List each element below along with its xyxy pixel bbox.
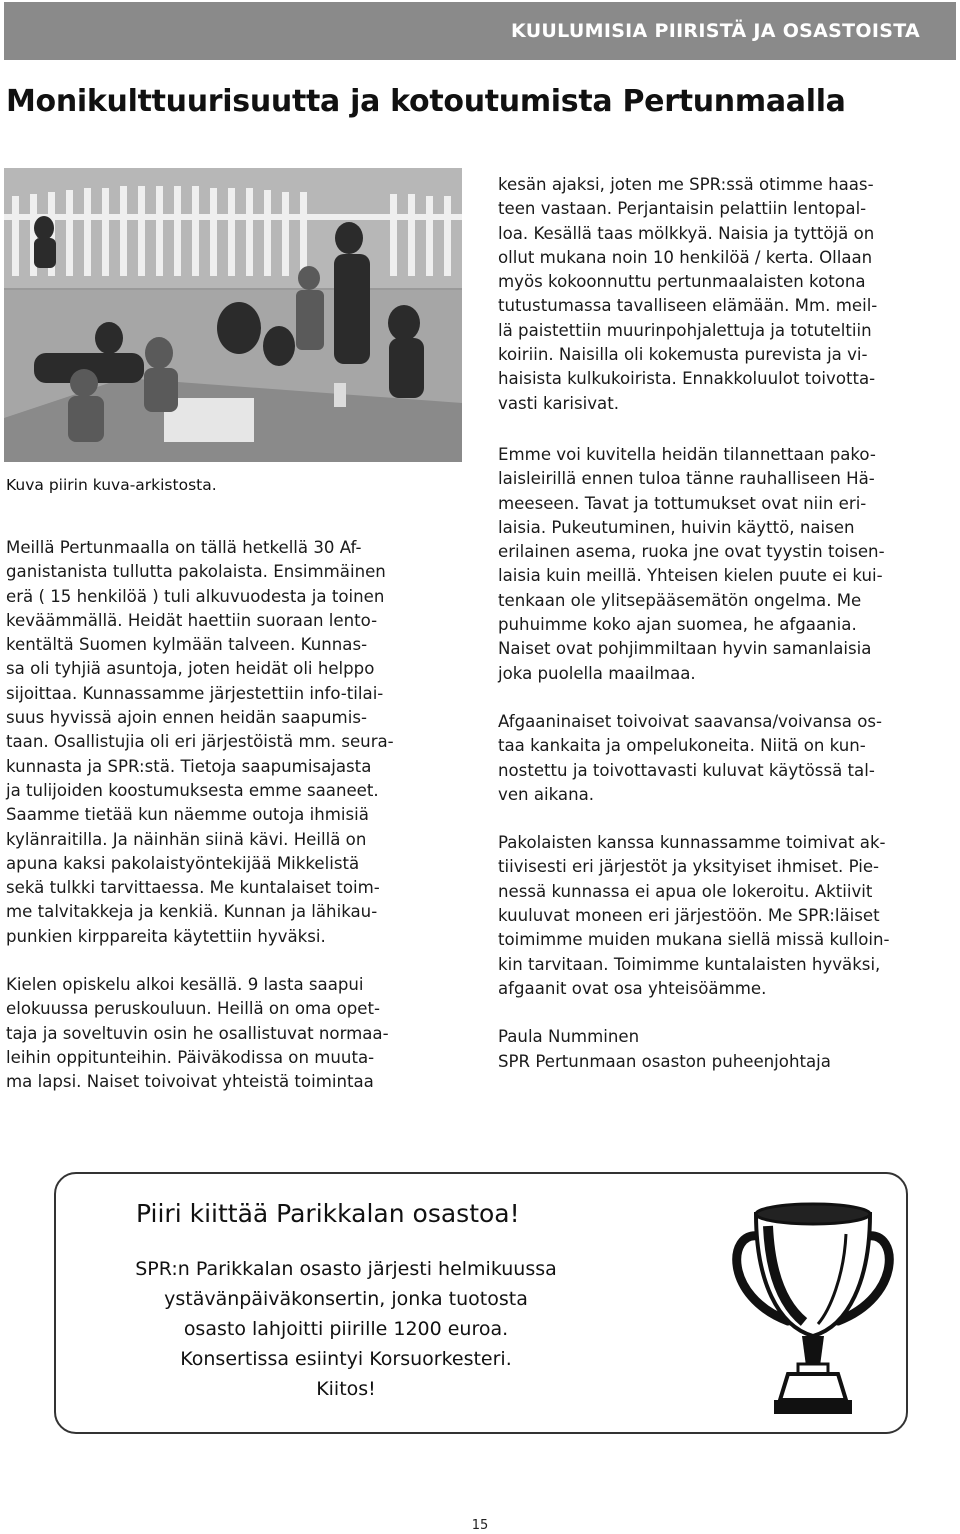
article-title: Monikulttuurisuutta ja kotoutumista Pertunmaalla bbox=[6, 84, 846, 119]
author-role: SPR Pertunmaan osaston puheenjohtaja bbox=[498, 1051, 831, 1071]
trophy-illustration bbox=[718, 1186, 908, 1422]
notice-line: ystävänpäiväkonsertin, jonka tuotosta bbox=[164, 1288, 528, 1310]
notice-line: osasto lahjoitti piirille 1200 euroa. bbox=[183, 1318, 509, 1340]
notice-thanks: Kiitos! bbox=[316, 1378, 376, 1400]
left-column bbox=[6, 536, 456, 1095]
notice-body bbox=[86, 1254, 606, 1404]
author-name: Paula Numminen bbox=[498, 1027, 640, 1047]
notice-title: Piiri kiittää Parikkalan osastoa! bbox=[136, 1199, 520, 1228]
right-column-continuation bbox=[498, 173, 950, 416]
page-number: 15 bbox=[471, 1518, 489, 1533]
right-paragraph-2: Afgaaninaiset toivoivat saavansa/voivansa os- taa kankaita ja ompelukoneita. Niitä on kun- nostettu ja toivottavasti kuluvat käytössä tal- ven aikana. bbox=[498, 711, 883, 804]
left-paragraph-2: Kielen opiskelu alkoi kesällä. 9 lasta saapui elokuussa peruskouluun. Heillä on oma opet- taja ja soveltuvin osin he osallistuvat normaa- leihin oppitunteihin. Päiväkodissa on muuta- ma lapsi. Naiset toivoivat yhteistä toimintaa bbox=[6, 975, 389, 1092]
notice-line: Konsertissa esiintyi Korsuorkesteri. bbox=[180, 1348, 512, 1370]
left-paragraph-1: Meillä Pertunmaalla on tällä hetkellä 30 Af- ganistanista tullutta pakolaista. Ensimmäinen erä ( 15 henkilöä ) tuli alkuvuodesta ja toinen keväämmällä. Heidät haettiin suoraan lento- kentältä Suomen kylmään talveen. Kunnas- sa oli tyhjiä asuntoja, joten heidät oli helppo sijoittaa. Kunnassamme järjestettiin info-tilai- suus hyvissä ajoin ennen heidän saapumis- taan. Osallistujia oli eri järjestöistä mm. seura- kunnasta ja SPR:stä. Tietoja saapumisajasta ja tulijoiden koostumuksesta emme saaneet. Saamme tietää kun näemme outoja ihmisiä kylänraitilla. Ja näinhän siinä kävi. Heillä on apuna kaksi pakolaistyöntekijää Mikkelistä sekä tulkki tarvittaessa. Me kuntalaiset toim- me talvitakkeja ja kenkiä. Kunnan ja lähikau- punkien kirppareita käytettiin hyväksi. bbox=[6, 538, 394, 946]
right-paragraph-1: Emme voi kuvitella heidän tilannettaan pako- laisleirillä ennen tuloa tänne rauhalliseen Hä- meeseen. Tavat ja tottumukset ovat niin eri- laisia. Pukeutuminen, huivin käyttö, naisen erilainen asema, ruoka jne ovat tyystin toisen- laisia kuin meillä. Yhteisen kielen puute ei kui- tenkaan ole ylitsepääsemätön ongelma. Me puhuimme koko ajan suomea, he afgaania. Naiset ovat pohjimmiltaan hyvin samanlaisia joka puolella maailmaa. bbox=[498, 445, 885, 683]
playground-photo bbox=[4, 168, 462, 462]
trophy-icon bbox=[718, 1186, 908, 1422]
notice-line: SPR:n Parikkalan osasto järjesti helmikuussa bbox=[135, 1258, 557, 1280]
photo-caption: Kuva piirin kuva-arkistosta. bbox=[6, 476, 217, 494]
right-paragraph-0: kesän ajaksi, joten me SPR:ssä otimme haas- teen vastaan. Perjantaisin pelattiin lentopal- loa. Kesällä taas mölkkyä. Naisia ja tyttöjä on ollut mukana noin 10 henkilöä / kerta. Ollaan myös kokoonnuttu pertunmaalaisten kotona tutustumassa tavalliseen elämään. Mm. meil- lä paistettiin muurinpohjalettuja ja totuteltiin koiriin. Naisilla oli kokemusta purevista ja vi- haisista kulkukoirista. Ennakkoluulot toivotta- vasti karisivat. bbox=[498, 175, 878, 413]
notice-box bbox=[54, 1172, 908, 1434]
section-header-bar bbox=[4, 2, 956, 60]
author-signature bbox=[498, 1025, 950, 1074]
section-label: KUULUMISIA PIIRISTÄ JA OSASTOISTA bbox=[511, 20, 920, 42]
playground-photo-illustration bbox=[4, 168, 462, 462]
right-paragraph-3: Pakolaisten kanssa kunnassamme toimivat ak- tiivisesti eri järjestöt ja yksityiset ihmiset. Pie- nessä kunnassa ei apua ole lokeroitu. Aktiivit kuuluvat moneen eri järjestöön. Me SPR:läiset toimimme muiden mukana siellä missä kulloin- kin tarvitaan. Toimimme kuntalaisten hyväksi, afgaanit ovat osa yhteisöämme. bbox=[498, 833, 890, 998]
right-column bbox=[498, 443, 950, 1074]
